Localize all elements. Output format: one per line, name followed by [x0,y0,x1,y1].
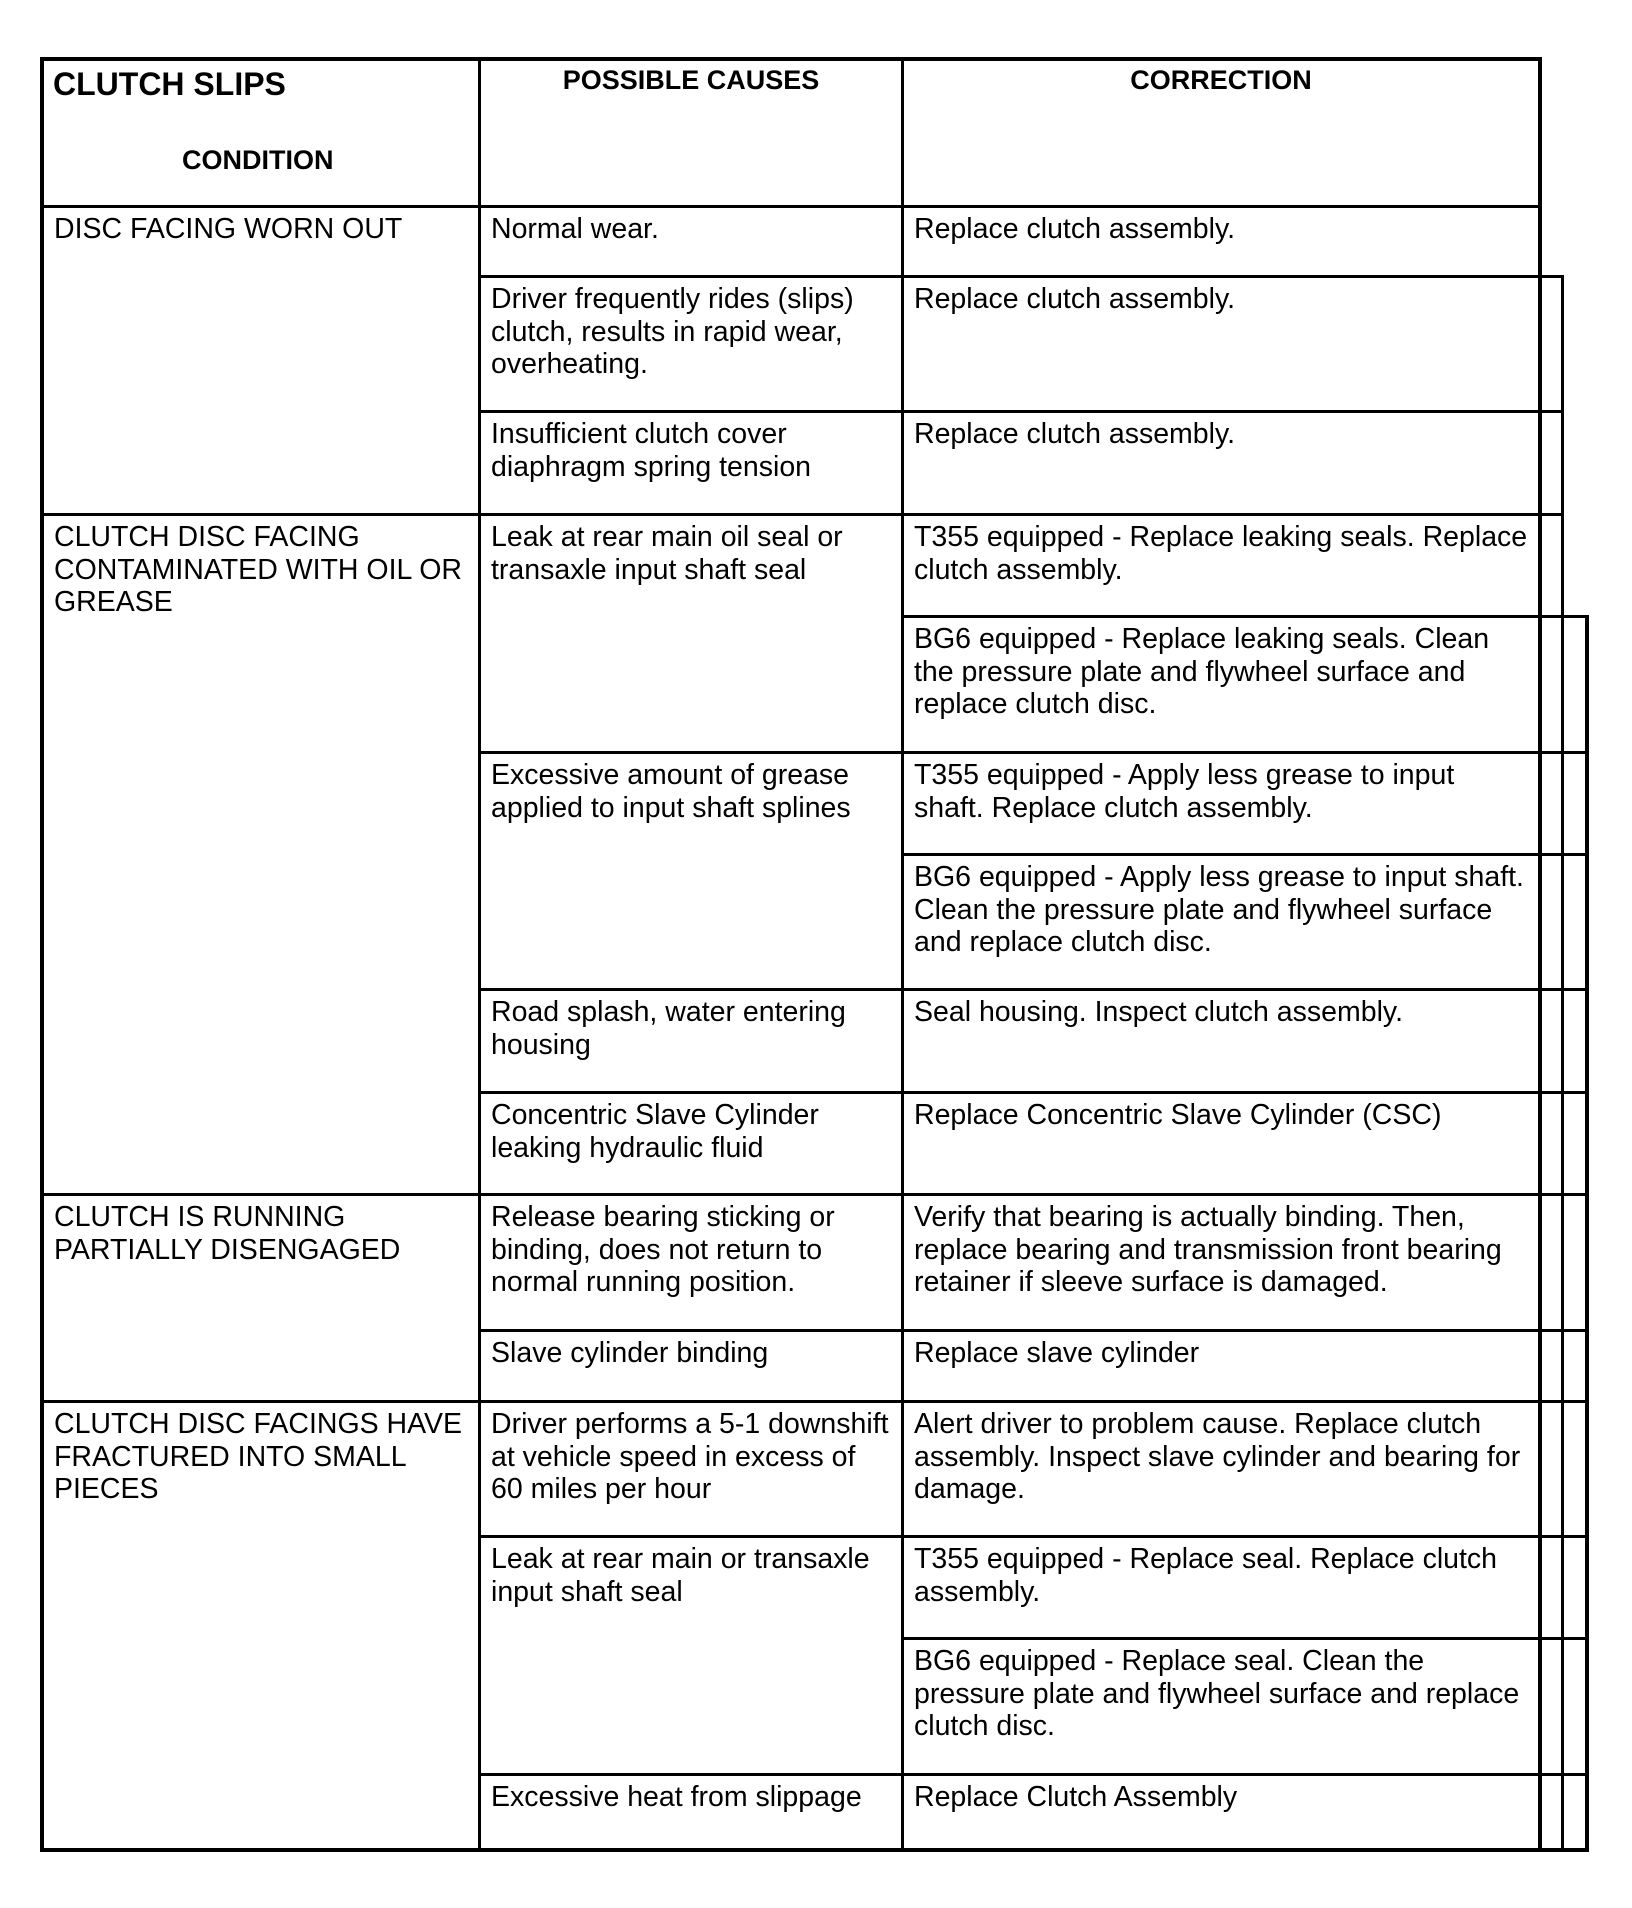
correction-cell: Replace clutch assembly. [914,213,1236,245]
correction-cell: Replace Concentric Slave Cylinder (CSC) [914,1099,1442,1131]
table-border-bottom [40,1848,1589,1852]
row-divider [901,615,1589,618]
table-border-top [40,57,1542,61]
correction-cell: Replace clutch assembly. [914,283,1236,315]
row-divider [40,1193,1589,1196]
correction-cell: Replace slave cylinder [914,1337,1200,1369]
cause-cell: Driver performs a 5-1 downshift at vehicle speed in excess of 60 miles per hour [491,1408,889,1505]
header-correction: CORRECTION [1130,65,1312,95]
correction-cell: T355 equipped - Replace leaking seals. Replace clutch assembly. [914,521,1528,586]
condition-cell: DISC FACING WORN OUT [54,213,403,245]
cause-cell: Road splash, water entering housing [491,996,846,1061]
correction-cell: Seal housing. Inspect clutch assembly. [914,996,1403,1028]
row-divider [478,751,1589,754]
cause-cell: Leak at rear main or transaxle input shaft seal [491,1543,870,1608]
cause-cell: Leak at rear main oil seal or transaxle input shaft seal [491,521,843,586]
row-divider [478,1535,1589,1538]
row-divider [478,1091,1589,1094]
correction-cell: Replace clutch assembly. [914,418,1236,450]
condition-cell: CLUTCH DISC FACINGS HAVE FRACTURED INTO SMALL PIECES [54,1408,463,1505]
right-border-2 [1561,275,1564,1852]
cause-cell: Release bearing sticking or binding, does not return to normal running position. [491,1201,835,1298]
cause-cell: Slave cylinder binding [491,1337,769,1369]
header-condition: CONDITION [182,145,334,175]
row-divider [40,1400,1589,1403]
row-divider [901,1637,1589,1640]
row-divider [901,853,1589,856]
cause-cell: Insufficient clutch cover diaphragm spring tension [491,418,812,483]
cause-cell: Normal wear. [491,213,659,245]
correction-cell: T355 equipped - Replace seal. Replace clutch assembly. [914,1543,1498,1608]
correction-cell: BG6 equipped - Apply less grease to input shaft. Clean the pressure plate and flywheel surface and replace clutch disc. [914,861,1524,958]
cause-cell: Excessive amount of grease applied to input shaft splines [491,759,851,824]
correction-cell: BG6 equipped - Replace leaking seals. Clean the pressure plate and flywheel surface and replace clutch disc. [914,623,1490,720]
cause-cell: Concentric Slave Cylinder leaking hydraulic fluid [491,1099,819,1164]
row-divider [478,1773,1589,1776]
cause-cell: Driver frequently rides (slips) clutch, results in rapid wear, overheating. [491,283,854,380]
right-border-1 [1538,57,1542,1852]
correction-cell: Verify that bearing is actually binding. Then, replace bearing and transmission front bearing retainer if sleeve surface is damaged. [914,1201,1502,1298]
table-title: CLUTCH SLIPS [53,66,286,102]
row-divider [40,513,1564,516]
row-divider [478,1329,1589,1332]
correction-cell: BG6 equipped - Replace seal. Clean the pressure plate and flywheel surface and replace clutch disc. [914,1645,1520,1742]
correction-cell: Replace Clutch Assembly [914,1781,1238,1813]
correction-cell: T355 equipped - Apply less grease to input shaft. Replace clutch assembly. [914,759,1455,824]
row-divider [478,988,1589,991]
header-possible-causes: POSSIBLE CAUSES [562,65,820,95]
cause-cell: Excessive heat from slippage [491,1781,862,1813]
correction-cell: Alert driver to problem cause. Replace clutch assembly. Inspect slave cylinder and bearing for damage. [914,1408,1521,1505]
right-border-3 [1585,615,1589,1852]
header-divider [40,205,1542,208]
condition-cell: CLUTCH IS RUNNING PARTIALLY DISENGAGED [54,1201,401,1266]
row-divider [478,275,1564,278]
row-divider [478,410,1564,413]
condition-cell: CLUTCH DISC FACING CONTAMINATED WITH OIL OR GREASE [54,521,462,618]
table-border-left [40,57,44,1852]
